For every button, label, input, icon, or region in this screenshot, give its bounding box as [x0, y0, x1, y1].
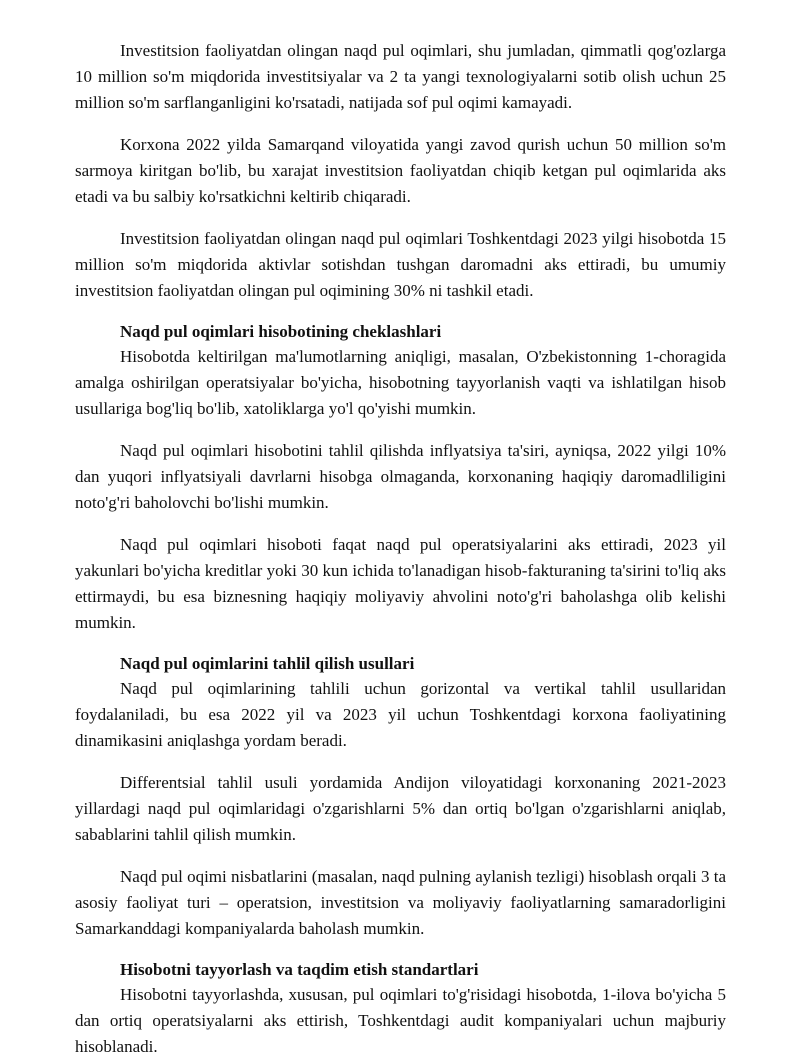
paragraph-differential-analysis: Differentsial tahlil usuli yordamida Andijon viloyatidagi korxonaning 2021-2023 yillardagi naqd pul oqimlaridagi o'zgarishlarni 5% dan ortiq bo'lgan o'zgarishlarni aniqlab, sabablarini tahlil qilish mumkin.	[75, 773, 726, 844]
paragraph-investment-securities: Investitsion faoliyatdan olingan naqd pul oqimlari, shu jumladan, qimmatli qog'ozlarga 10 million so'm miqdorida investitsiyalar va 2 ta yangi texnologiyalarni sotib olish uchun 25 million so'm sarflanganligini ko'rsatadi, natijada sof pul oqimi kamayadi.	[75, 41, 726, 112]
paragraph-tashkent-report: Investitsion faoliyatdan olingan naqd pul oqimlari Toshkentdagi 2023 yilgi hisobotda 15 million so'm miqdorida aktivlar sotishdan tushgan daromadni aks ettiradi, bu umumiy investitsion faoliyatdan olingan pul oqimining 30% ni tashkil etadi.	[75, 229, 726, 300]
paragraph-cash-ratios: Naqd pul oqimi nisbatlarini (masalan, naqd pulning aylanish tezligi) hisoblash orqali 3 ta asosiy faoliyat turi – operatsion, investitsion va moliyaviy faoliyatlarning samaradorligini Samarkanddagi kompaniyalarda baholash mumkin.	[75, 867, 726, 938]
heading-reporting-standards: Hisobotni tayyorlash va taqdim etish standartlari	[120, 960, 479, 979]
paragraph-inflation-effect: Naqd pul oqimlari hisobotini tahlil qilishda inflyatsiya ta'siri, ayniqsa, 2022 yilgi 10% dan yuqori inflyatsiyali davrlarni hisobga olmaganda, korxonaning haqiqiy daromadliligini noto'g'ri baholovchi bo'lishi mumkin.	[75, 441, 726, 512]
paragraph-samarqand-factory: Korxona 2022 yilda Samarqand viloyatida yangi zavod qurish uchun 50 million so'm sarmoya kiritgan bo'lib, bu xarajat investitsion faoliyatdan chiqib ketgan pul oqimlarida aks etadi va bu salbiy ko'rsatkichni keltirib chiqaradi.	[75, 135, 726, 206]
paragraph-audit-requirement: Hisobotni tayyorlashda, xususan, pul oqimlari to'g'risidagi hisobotda, 1-ilova bo'yicha 5 dan ortiq operatsiyalarni aks ettirish, Toshkentdagi audit kompaniyalari uchun majburiy hisoblanadi.	[75, 985, 726, 1056]
document-page	[75, 38, 726, 1060]
paragraph-cash-only: Naqd pul oqimlari hisoboti faqat naqd pul operatsiyalarini aks ettiradi, 2023 yil yakunlari bo'yicha kreditlar yoki 30 kun ichida to'lanadigan hisob-fakturaning ta'sirini to'liq aks ettirmaydi, bu esa biznesning haqiqiy moliyaviy ahvolini noto'g'ri baholashga olib kelishi mumkin.	[75, 535, 726, 632]
heading-analysis-methods: Naqd pul oqimlarini tahlil qilish usullari	[120, 654, 415, 673]
paragraph-horizontal-vertical: Naqd pul oqimlarining tahlili uchun gorizontal va vertikal tahlil usullaridan foydalaniladi, bu esa 2022 yil va 2023 yil uchun Toshkentdagi korxona faoliyatining dinamikasini aniqlashga yordam beradi.	[75, 679, 726, 750]
paragraph-data-accuracy: Hisobotda keltirilgan ma'lumotlarning aniqligi, masalan, O'zbekistonning 1-choragida amalga oshirilgan operatsiyalar bo'yicha, hisobotning tayyorlanish vaqti va ishlatilgan hisob usullariga bog'liq bo'lib, xatoliklarga yo'l qo'yishi mumkin.	[75, 347, 726, 418]
heading-report-limitations: Naqd pul oqimlari hisobotining cheklashlari	[120, 322, 442, 341]
